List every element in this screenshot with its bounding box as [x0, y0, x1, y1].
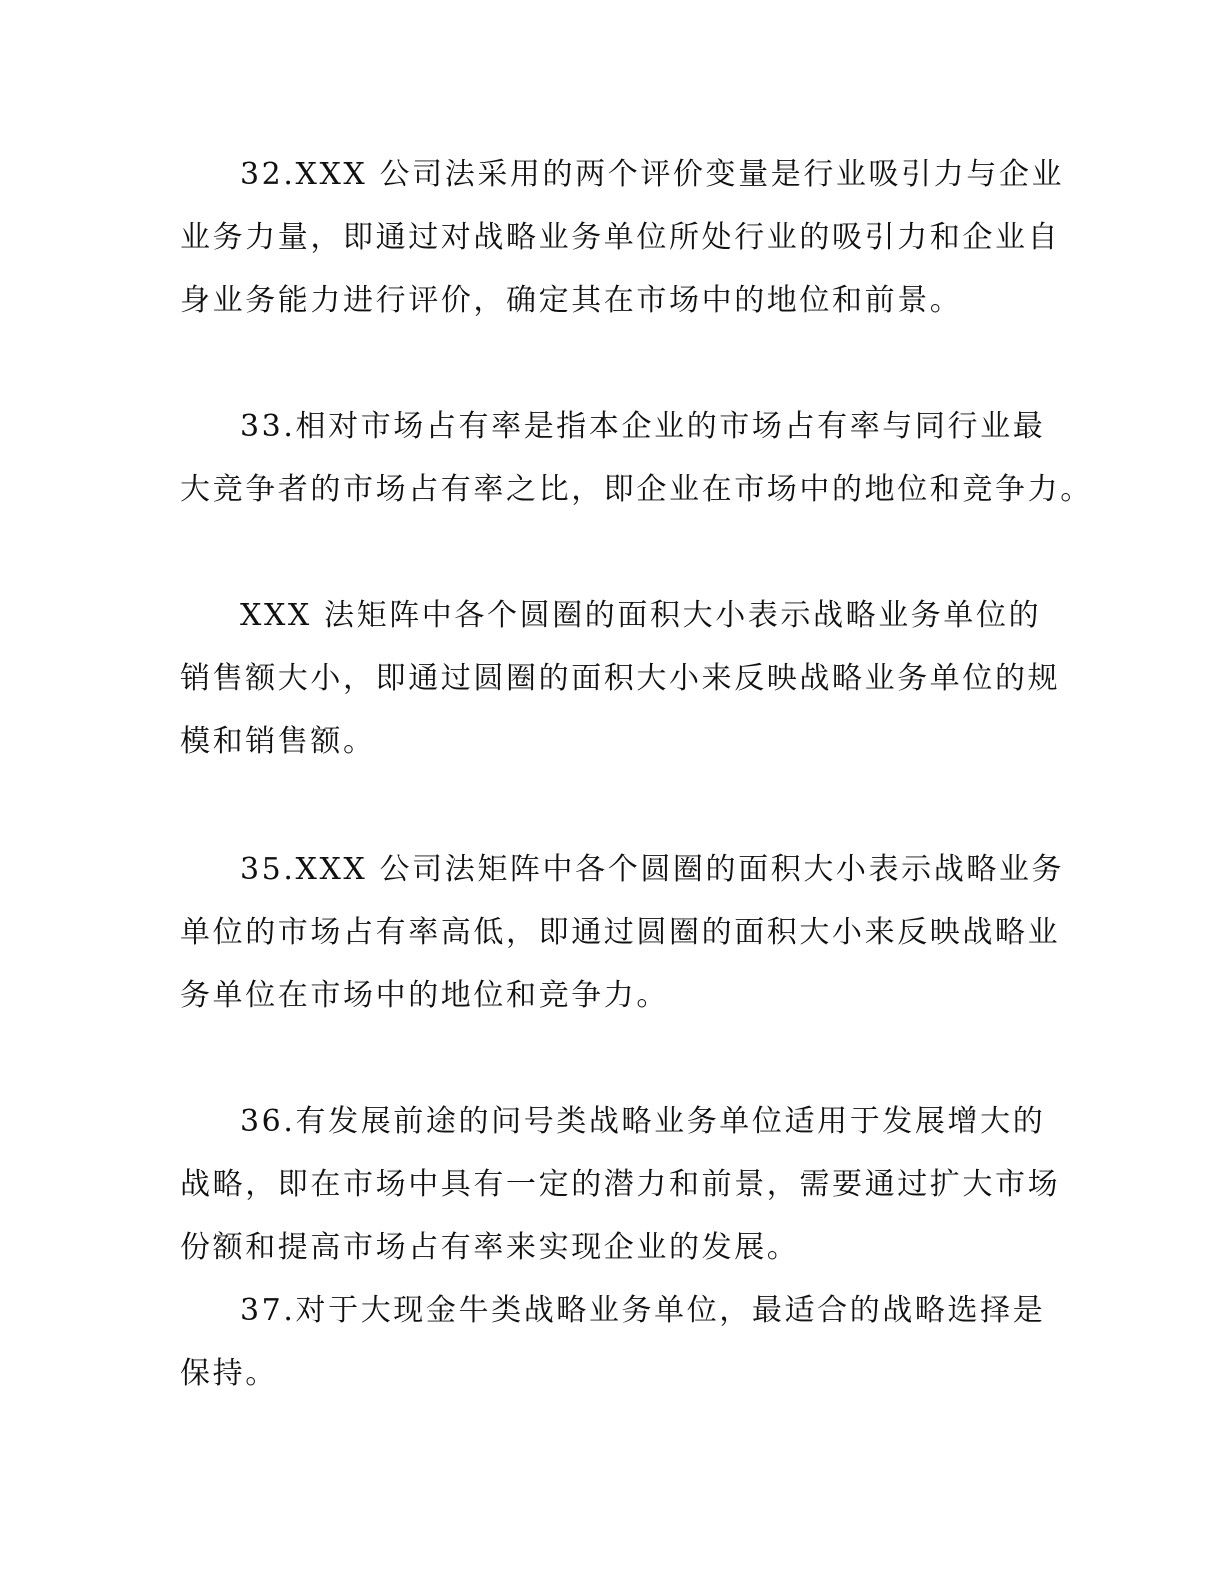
paragraph-line: XXX 法矩阵中各个圆圈的面积大小表示战略业务单位的 — [240, 598, 1042, 633]
paragraph-line: 保持。 — [180, 1356, 278, 1391]
paragraph-line: 销售额大小，即通过圆圈的面积大小来反映战略业务单位的规 — [180, 661, 1061, 696]
paragraph-line: 单位的市场占有率高低，即通过圆圈的面积大小来反映战略业 — [180, 915, 1061, 950]
paragraph-line: 37.对于大现金牛类战略业务单位，最适合的战略选择是 — [240, 1293, 1046, 1328]
paragraph-line: 模和销售额。 — [180, 724, 376, 759]
paragraph-line: 份额和提高市场占有率来实现企业的发展。 — [180, 1230, 800, 1265]
paragraph-line: 33.相对市场占有率是指本企业的市场占有率与同行业最 — [240, 409, 1046, 444]
paragraph-line: 业务力量，即通过对战略业务单位所处行业的吸引力和企业自 — [180, 220, 1061, 255]
paragraph-line: 务单位在市场中的地位和竞争力。 — [180, 978, 669, 1013]
paragraph-line: 大竞争者的市场占有率之比，即企业在市场中的地位和竞争力。 — [180, 472, 1093, 507]
paragraph-line: 35.XXX 公司法矩阵中各个圆圈的面积大小表示战略业务 — [240, 852, 1065, 887]
paragraph-line: 32.XXX 公司法采用的两个评价变量是行业吸引力与企业 — [240, 157, 1065, 192]
paragraph-line: 身业务能力进行评价，确定其在市场中的地位和前景。 — [180, 283, 963, 318]
paragraph-line: 战略，即在市场中具有一定的潜力和前景，需要通过扩大市场 — [180, 1167, 1061, 1202]
paragraph-line: 36.有发展前途的问号类战略业务单位适用于发展增大的 — [240, 1104, 1046, 1139]
